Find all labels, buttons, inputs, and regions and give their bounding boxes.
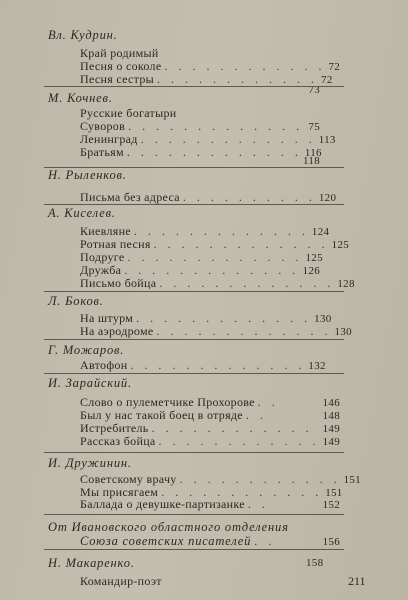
- leader-dots: . . . . . . . . . . . . .: [130, 358, 306, 372]
- leader-dots: . .: [245, 408, 267, 422]
- section-divider: [44, 549, 344, 550]
- page-number: 211: [348, 574, 366, 588]
- entry-page: 148: [322, 410, 340, 422]
- author-name: Л. Боков.: [48, 294, 104, 308]
- entry-page: 116: [304, 147, 322, 159]
- author-name: Н. Макаренко.: [48, 556, 135, 570]
- entry-page: 75: [308, 121, 320, 133]
- author-name: Вл. Кудрин.: [48, 28, 118, 42]
- author-name: М. Кочнев.: [48, 91, 113, 105]
- entry-title: Песня сестры: [80, 72, 155, 86]
- entry-title: Рассказ бойца: [80, 434, 156, 448]
- entry-page: 120: [318, 192, 337, 204]
- toc-entry: [80, 574, 310, 589]
- entry-title: Ротная песня: [80, 237, 151, 251]
- section-divider: [44, 204, 344, 205]
- entry-page: 126: [302, 265, 320, 277]
- author-name: И. Зарайский.: [48, 376, 132, 390]
- leader-dots: . . . . . . . . . .: [182, 190, 316, 204]
- leader-dots: . . . . . . . . . . . . .: [126, 145, 302, 159]
- entry-page: 146: [322, 397, 340, 409]
- entry-page: 125: [305, 252, 323, 264]
- leader-dots: . . . . . . . . . . . . .: [133, 224, 309, 238]
- toc-entry: [80, 324, 352, 339]
- entry-page: 72: [321, 74, 333, 86]
- entry-title: Киевляне: [80, 224, 131, 238]
- section-divider: [44, 452, 344, 453]
- entry-page: 151: [325, 487, 343, 499]
- entry-title: Дружба: [80, 263, 122, 277]
- entry-page: 149: [322, 423, 340, 435]
- toc-entry: [80, 497, 340, 512]
- entry-title: Ленинград: [80, 132, 138, 146]
- entry-page: 130: [314, 313, 332, 325]
- entry-title: Союза советских писателей: [80, 534, 252, 548]
- leader-dots: . . . . . . . . . . . . .: [159, 276, 335, 290]
- entry-page: 118: [303, 155, 320, 167]
- leader-dots: . .: [257, 395, 279, 409]
- entry-title: Братьям: [80, 145, 124, 159]
- entry-title: Истребитель: [80, 421, 149, 435]
- toc-entry: [80, 534, 340, 549]
- section-divider: [44, 291, 344, 292]
- entry-title: Баллада о девушке-партизанке: [80, 497, 245, 511]
- toc-entry: [80, 434, 340, 449]
- leader-dots: . . . . . . . . . . . .: [164, 59, 326, 73]
- toc-entry: [80, 155, 320, 167]
- leader-dots: . . . . . . . . . . . . .: [156, 324, 332, 338]
- entry-title: Автофон: [80, 358, 128, 372]
- leader-dots: . . . . . . . . . . . .: [179, 472, 341, 486]
- entry-page: 73: [308, 84, 320, 96]
- entry-page: 156: [322, 536, 340, 548]
- toc-entry: [306, 557, 336, 569]
- leader-dots: . . . . . . . . . . . . .: [128, 119, 304, 133]
- author-name: От Ивановского областного отделения: [48, 520, 289, 534]
- toc-entry: [80, 190, 337, 205]
- entry-page: 130: [334, 326, 352, 338]
- entry-title: Письмо бойца: [80, 276, 157, 290]
- entry-title: Советскому врачу: [80, 472, 177, 486]
- entry-page: 151: [343, 474, 361, 486]
- author-name: Г. Можаров.: [48, 343, 125, 357]
- entry-page: 149: [322, 436, 340, 448]
- entry-title: Суворов: [80, 119, 126, 133]
- entry-title: Командир-поэт: [80, 574, 162, 588]
- entry-title: Русские богатыри: [80, 106, 177, 120]
- toc-entry: [80, 358, 326, 373]
- leader-dots: . .: [254, 534, 276, 548]
- entry-page: 125: [331, 239, 350, 251]
- entry-title: Песня о соколе: [80, 59, 162, 73]
- section-divider: [44, 86, 344, 87]
- leader-dots: . . . . . . . . . . . .: [161, 485, 323, 499]
- section-divider: [44, 373, 344, 374]
- entry-page: 113: [318, 134, 336, 146]
- leader-dots: . .: [247, 497, 269, 511]
- entry-title: Слово о пулеметчике Прохорове: [80, 395, 255, 409]
- entry-title: На штурм: [80, 311, 134, 325]
- entry-page: 128: [337, 278, 355, 290]
- leader-dots: . . . . . . . . . . . . .: [136, 311, 312, 325]
- entry-page: 132: [308, 360, 326, 372]
- entry-title: Край родимый: [80, 46, 159, 60]
- author-name: Н. Рыленков.: [48, 168, 127, 182]
- entry-page: 124: [311, 226, 330, 238]
- toc-entry: [80, 276, 355, 291]
- leader-dots: . . . . . . . . . . . .: [158, 434, 320, 448]
- entry-title: На аэродроме: [80, 324, 154, 338]
- entry-page: 158: [306, 557, 324, 569]
- section-divider: [44, 514, 344, 515]
- leader-dots: . . . . . . . . . . . .: [157, 72, 319, 86]
- entry-page: 152: [322, 499, 340, 511]
- author-name: И. Дружинин.: [48, 456, 132, 470]
- leader-dots: . . . . . . . . . . . . .: [124, 263, 300, 277]
- entry-title: Был у нас такой боец в отряде: [80, 408, 243, 422]
- author-name: А. Киселев.: [48, 206, 116, 220]
- leader-dots: . . . . . . . . . . . .: [151, 421, 313, 435]
- entry-title: Подруге: [80, 250, 125, 264]
- leader-dots: . . . . . . . . . . . . .: [153, 237, 329, 251]
- entry-page: 72: [328, 61, 341, 73]
- entry-title: Письма без адреса: [80, 190, 180, 204]
- leader-dots: . . . . . . . . . . . . .: [127, 250, 303, 264]
- section-divider: [44, 339, 344, 340]
- leader-dots: . . . . . . . . . . . . .: [140, 132, 316, 146]
- entry-title: Мы присягаем: [80, 485, 159, 499]
